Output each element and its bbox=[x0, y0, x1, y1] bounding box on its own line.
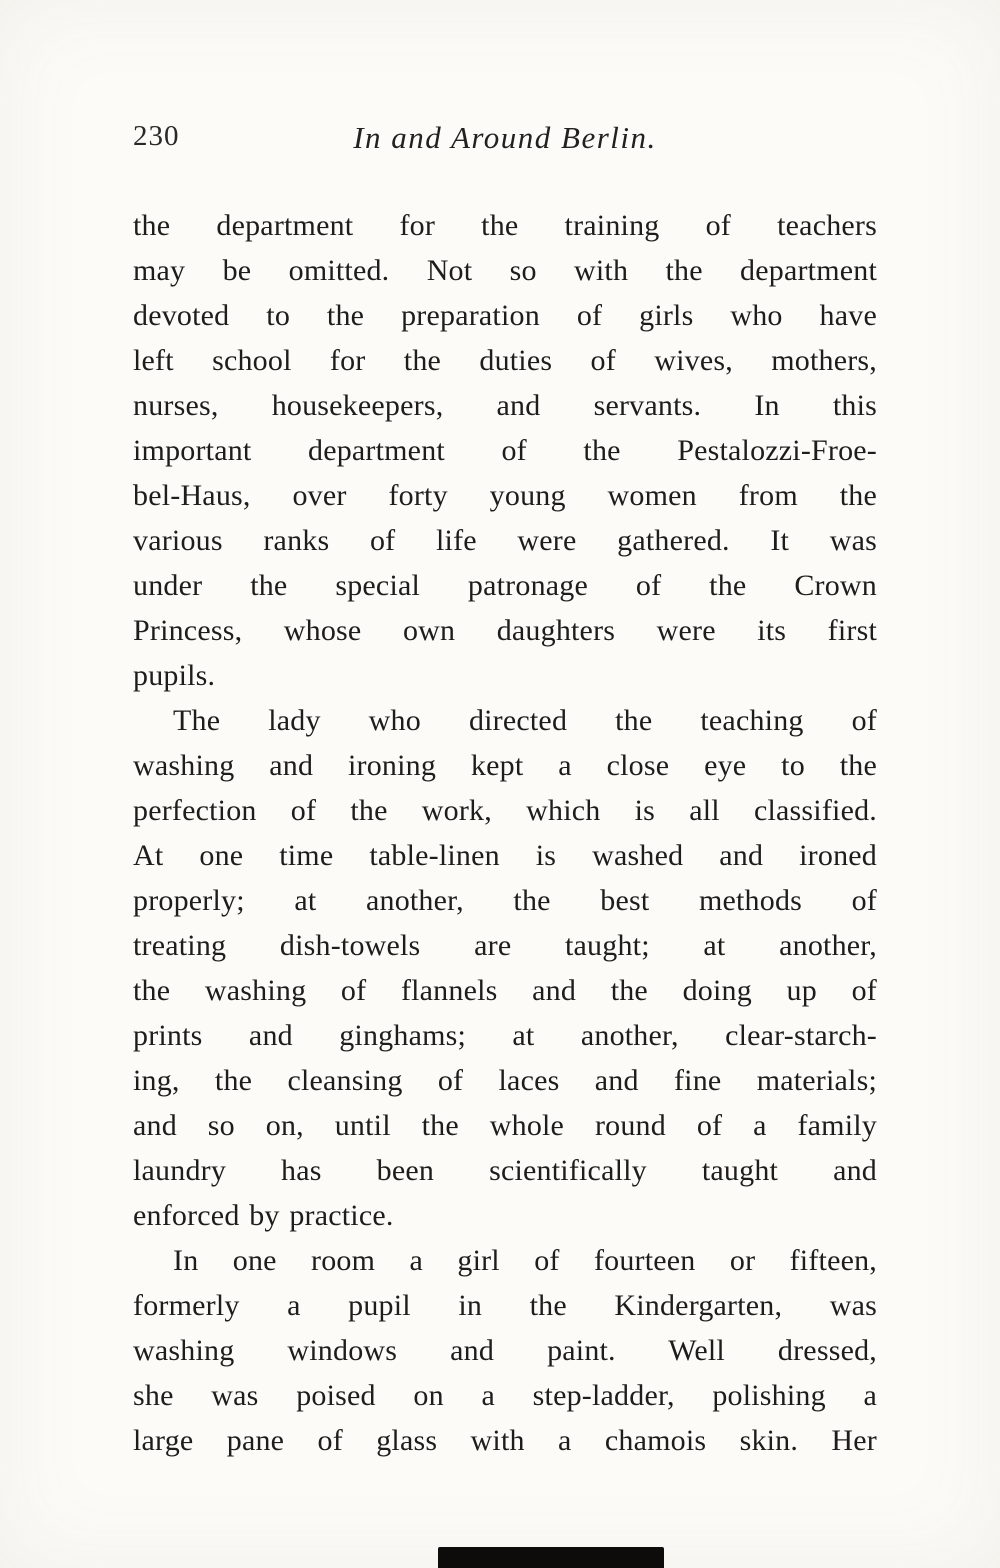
text-line: At one time table-linen is washed and ironed bbox=[133, 839, 877, 872]
text-line: bel-Haus, over forty young women from the bbox=[133, 479, 877, 512]
text-block bbox=[133, 203, 877, 1463]
text-line: the washing of flannels and the doing up of bbox=[133, 974, 877, 1007]
running-title: In and Around Berlin. bbox=[353, 120, 657, 155]
text-line: prints and ginghams; at another, clear-starch- bbox=[133, 1019, 877, 1052]
text-line: the department for the training of teachers bbox=[133, 209, 877, 242]
text-line: laundry has been scientifically taught and bbox=[133, 1154, 877, 1187]
text-line: important department of the Pestalozzi-Froe- bbox=[133, 434, 877, 467]
text-line: Princess, whose own daughters were its first bbox=[133, 614, 877, 647]
text-line: various ranks of life were gathered. It was bbox=[133, 524, 877, 557]
text-line: ing, the cleansing of laces and fine materials; bbox=[133, 1064, 877, 1097]
text-line: large pane of glass with a chamois skin. Her bbox=[133, 1424, 877, 1457]
text-line: may be omitted. Not so with the department bbox=[133, 254, 877, 287]
text-line: under the special patronage of the Crown bbox=[133, 569, 877, 602]
text-line: washing and ironing kept a close eye to the bbox=[133, 749, 877, 782]
text-line: left school for the duties of wives, mothers, bbox=[133, 344, 877, 377]
text-line: nurses, housekeepers, and servants. In this bbox=[133, 389, 877, 422]
text-line: In one room a girl of fourteen or fifteen, bbox=[173, 1244, 877, 1277]
text-line: devoted to the preparation of girls who have bbox=[133, 299, 877, 332]
cut-off-text-fragment bbox=[438, 1547, 664, 1568]
text-line: treating dish-towels are taught; at another, bbox=[133, 929, 877, 962]
page-header bbox=[133, 120, 877, 164]
text-line: and so on, until the whole round of a family bbox=[133, 1109, 877, 1142]
text-line: pupils. bbox=[133, 659, 216, 692]
text-line: enforced by practice. bbox=[133, 1199, 394, 1232]
page-number: 230 bbox=[133, 120, 180, 152]
text-line: The lady who directed the teaching of bbox=[173, 704, 877, 737]
text-line: washing windows and paint. Well dressed, bbox=[133, 1334, 877, 1367]
text-line: she was poised on a step-ladder, polishing a bbox=[133, 1379, 877, 1412]
text-line: perfection of the work, which is all classified. bbox=[133, 794, 877, 827]
text-line: properly; at another, the best methods of bbox=[133, 884, 877, 917]
text-line: formerly a pupil in the Kindergarten, was bbox=[133, 1289, 877, 1322]
